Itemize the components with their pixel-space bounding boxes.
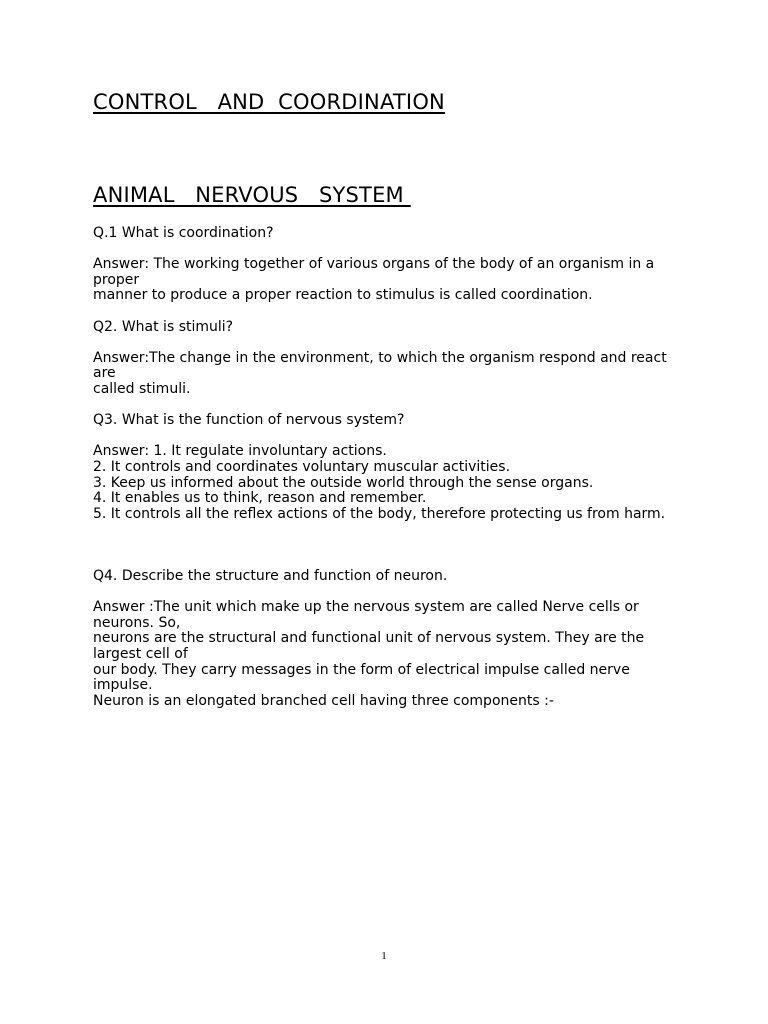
answer-2-line: Answer:The change in the environment, to which the organism respond and react are xyxy=(93,349,667,382)
answer-4-line: our body. They carry messages in the form of electrical impulse called nerve impulse. xyxy=(93,661,630,694)
page-number: 1 xyxy=(381,950,387,962)
answer-3-line: 3. Keep us informed about the outside world through the sense organs. xyxy=(93,474,594,491)
answer-4-line: Neuron is an elongated branched cell having three components :- xyxy=(93,692,554,709)
answer-3-line: Answer: 1. It regulate involuntary actions. xyxy=(93,443,387,460)
answer-1-line: Answer: The working together of various organs of the body of an organism in a proper xyxy=(93,256,655,288)
answer-4-line: neurons are the structural and functional unit of nervous system. They are the largest cell of xyxy=(93,630,645,663)
answer-3-line: 2. It controls and coordinates voluntary muscular activities. xyxy=(93,458,511,475)
answer-4-line: Answer :The unit which make up the nervous system are called Nerve cells or neurons. So, xyxy=(93,599,639,631)
question-2: Q2. What is stimuli? xyxy=(93,318,234,335)
document-title: CONTROL AND COORDINATION xyxy=(93,90,445,114)
answer-3-line: 5. It controls all the reflex actions of the body, therefore protecting us from harm. xyxy=(93,505,666,522)
section-heading: ANIMAL NERVOUS SYSTEM xyxy=(93,183,411,207)
question-1: Q.1 What is coordination? xyxy=(93,225,274,241)
document-body xyxy=(93,226,673,709)
answer-2-line: called stimuli. xyxy=(93,380,191,397)
question-3: Q3. What is the function of nervous system? xyxy=(93,412,405,429)
question-4: Q4. Describe the structure and function of neuron. xyxy=(93,568,448,585)
answer-3-line: 4. It enables us to think, reason and remember. xyxy=(93,490,427,507)
answer-1-line: manner to produce a proper reaction to stimulus is called coordination. xyxy=(93,287,593,304)
